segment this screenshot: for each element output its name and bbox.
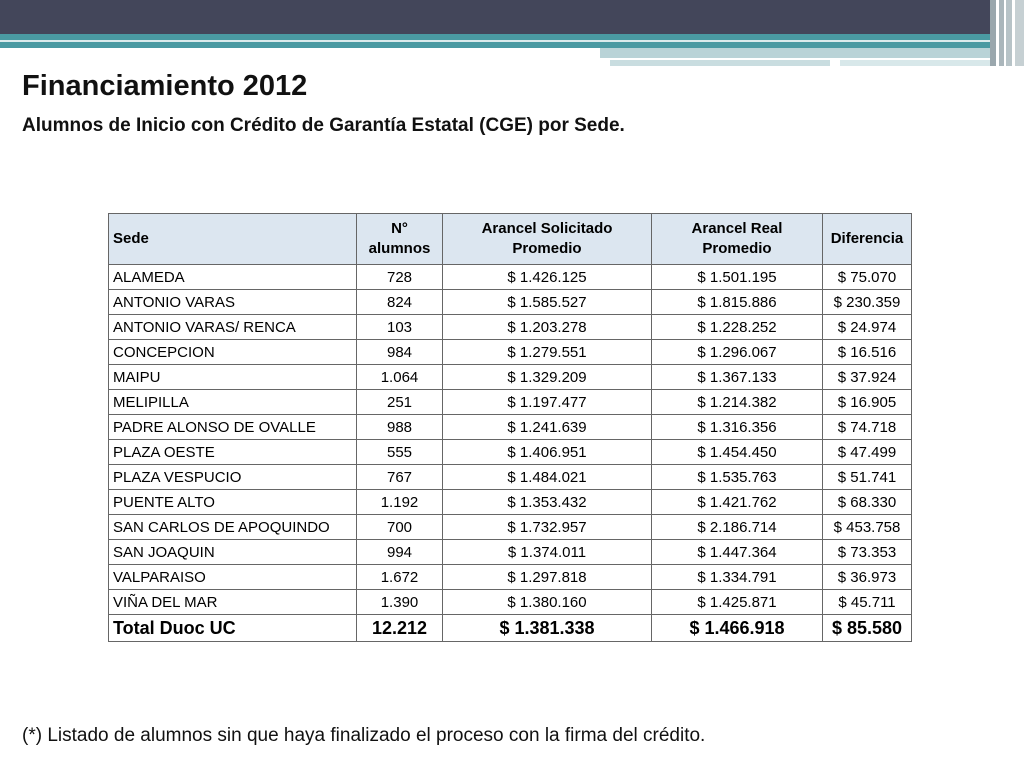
cell-sede: SAN CARLOS DE APOQUINDO	[109, 515, 357, 540]
cell-solicitado: $ 1.203.278	[443, 315, 652, 340]
cell-sede: MAIPU	[109, 365, 357, 390]
cell-real: $ 2.186.714	[652, 515, 823, 540]
cell-sede: ANTONIO VARAS/ RENCA	[109, 315, 357, 340]
footnote: (*) Listado de alumnos sin que haya finalizado el proceso con la firma del crédito.	[22, 725, 706, 746]
header-accent-band-right	[840, 60, 990, 66]
cell-diferencia: $ 16.516	[823, 340, 912, 365]
slide-subtitle: Alumnos de Inicio con Crédito de Garantía Estatal (CGE) por Sede.	[22, 115, 625, 136]
cell-diferencia: $ 74.718	[823, 415, 912, 440]
cell-sede: ANTONIO VARAS	[109, 290, 357, 315]
total-diferencia: $ 85.580	[823, 615, 912, 642]
cell-real: $ 1.334.791	[652, 565, 823, 590]
cell-sede: CONCEPCION	[109, 340, 357, 365]
total-solicitado: $ 1.381.338	[443, 615, 652, 642]
cell-solicitado: $ 1.406.951	[443, 440, 652, 465]
header-stripe	[0, 40, 990, 42]
cell-sede: MELIPILLA	[109, 390, 357, 415]
cell-alumnos: 728	[357, 265, 443, 290]
cell-diferencia: $ 45.711	[823, 590, 912, 615]
cell-alumnos: 555	[357, 440, 443, 465]
cell-sede: VIÑA DEL MAR	[109, 590, 357, 615]
cell-diferencia: $ 51.741	[823, 465, 912, 490]
table-header-row	[109, 214, 912, 265]
cell-real: $ 1.535.763	[652, 465, 823, 490]
cell-sede: PADRE ALONSO DE OVALLE	[109, 415, 357, 440]
header-arancel-solicitado: Arancel Solicitado Promedio	[443, 214, 652, 265]
cell-solicitado: $ 1.484.021	[443, 465, 652, 490]
cell-real: $ 1.421.762	[652, 490, 823, 515]
table-row	[109, 315, 912, 340]
cell-alumnos: 988	[357, 415, 443, 440]
cell-sede: VALPARAISO	[109, 565, 357, 590]
table-row	[109, 390, 912, 415]
cell-alumnos: 984	[357, 340, 443, 365]
cell-sede: ALAMEDA	[109, 265, 357, 290]
cell-alumnos: 1.064	[357, 365, 443, 390]
cell-real: $ 1.815.886	[652, 290, 823, 315]
header-bar	[0, 0, 1024, 34]
cell-real: $ 1.501.195	[652, 265, 823, 290]
header-accent-band-small	[610, 60, 830, 66]
header-vertical-stripes	[990, 0, 1024, 66]
cell-real: $ 1.425.871	[652, 590, 823, 615]
cell-solicitado: $ 1.329.209	[443, 365, 652, 390]
cell-solicitado: $ 1.374.011	[443, 540, 652, 565]
cell-real: $ 1.296.067	[652, 340, 823, 365]
cell-diferencia: $ 230.359	[823, 290, 912, 315]
cell-alumnos: 824	[357, 290, 443, 315]
total-alumnos: 12.212	[357, 615, 443, 642]
cell-sede: SAN JOAQUIN	[109, 540, 357, 565]
cell-diferencia: $ 47.499	[823, 440, 912, 465]
cell-diferencia: $ 37.924	[823, 365, 912, 390]
cell-sede: PLAZA VESPUCIO	[109, 465, 357, 490]
cell-solicitado: $ 1.426.125	[443, 265, 652, 290]
cell-real: $ 1.367.133	[652, 365, 823, 390]
total-real: $ 1.466.918	[652, 615, 823, 642]
table-row	[109, 340, 912, 365]
table-row	[109, 515, 912, 540]
cell-diferencia: $ 73.353	[823, 540, 912, 565]
cell-alumnos: 1.672	[357, 565, 443, 590]
cell-alumnos: 103	[357, 315, 443, 340]
cell-diferencia: $ 68.330	[823, 490, 912, 515]
financing-table	[108, 213, 912, 642]
cell-real: $ 1.454.450	[652, 440, 823, 465]
cell-solicitado: $ 1.279.551	[443, 340, 652, 365]
cell-solicitado: $ 1.241.639	[443, 415, 652, 440]
slide-title: Financiamiento 2012	[22, 70, 308, 102]
table-row	[109, 365, 912, 390]
table-row	[109, 415, 912, 440]
table-row	[109, 265, 912, 290]
table-total-row	[109, 615, 912, 642]
cell-solicitado: $ 1.585.527	[443, 290, 652, 315]
table-row	[109, 490, 912, 515]
cell-diferencia: $ 24.974	[823, 315, 912, 340]
table-row	[109, 590, 912, 615]
cell-diferencia: $ 36.973	[823, 565, 912, 590]
header-arancel-real: Arancel Real Promedio	[652, 214, 823, 265]
header-sede: Sede	[109, 214, 357, 265]
cell-solicitado: $ 1.297.818	[443, 565, 652, 590]
cell-real: $ 1.214.382	[652, 390, 823, 415]
cell-alumnos: 767	[357, 465, 443, 490]
cell-solicitado: $ 1.353.432	[443, 490, 652, 515]
cell-real: $ 1.316.356	[652, 415, 823, 440]
cell-real: $ 1.228.252	[652, 315, 823, 340]
cell-diferencia: $ 16.905	[823, 390, 912, 415]
cell-solicitado: $ 1.380.160	[443, 590, 652, 615]
cell-diferencia: $ 75.070	[823, 265, 912, 290]
cell-diferencia: $ 453.758	[823, 515, 912, 540]
header-alumnos: N° alumnos	[357, 214, 443, 265]
table-row	[109, 565, 912, 590]
cell-alumnos: 1.390	[357, 590, 443, 615]
table-row	[109, 540, 912, 565]
header-accent-band	[600, 48, 990, 58]
cell-alumnos: 1.192	[357, 490, 443, 515]
cell-alumnos: 994	[357, 540, 443, 565]
table-row	[109, 465, 912, 490]
cell-alumnos: 700	[357, 515, 443, 540]
cell-solicitado: $ 1.197.477	[443, 390, 652, 415]
cell-alumnos: 251	[357, 390, 443, 415]
table-row	[109, 290, 912, 315]
cell-solicitado: $ 1.732.957	[443, 515, 652, 540]
cell-sede: PUENTE ALTO	[109, 490, 357, 515]
table-row	[109, 440, 912, 465]
total-sede: Total Duoc UC	[109, 615, 357, 642]
cell-real: $ 1.447.364	[652, 540, 823, 565]
cell-sede: PLAZA OESTE	[109, 440, 357, 465]
header-diferencia: Diferencia	[823, 214, 912, 265]
